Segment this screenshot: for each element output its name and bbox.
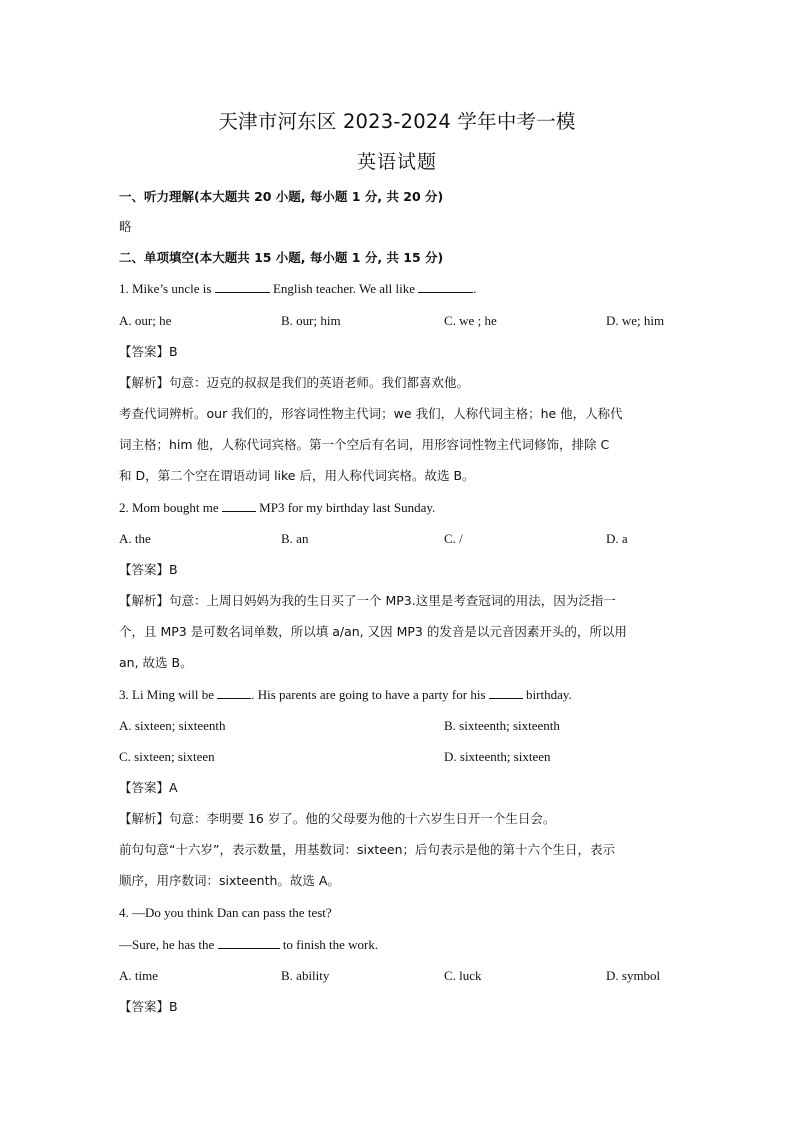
q1-option-d: D. we; him	[606, 313, 665, 328]
question-1-stem	[119, 280, 679, 298]
section1-note: 略	[119, 219, 132, 234]
q4-option-a: A. time	[119, 968, 158, 983]
q2-option-a: A. the	[119, 531, 151, 546]
q2-option-b: B. an	[281, 531, 309, 546]
q3-analysis-line: 顺序，用序数词：sixteenth。故选 A。	[119, 873, 340, 888]
question-4-stem-line-1: 4. —Do you think Dan can pass the test?	[119, 905, 332, 920]
q1-option-a: A. our; he	[119, 313, 172, 328]
q1-stem-part-b: English teacher. We all like	[272, 281, 415, 296]
section2-heading: 二、单项填空(本大题共 15 小题, 每小题 1 分, 共 15 分)	[119, 250, 444, 265]
q4-blank	[218, 936, 280, 949]
q1-blank-2	[418, 280, 473, 293]
q1-stem-part-c: .	[473, 281, 477, 296]
q1-answer: 【答案】B	[119, 344, 178, 359]
q1-analysis-line: 【解析】句意：迈克的叔叔是我们的英语老师。我们都喜欢他。	[119, 375, 470, 390]
q3-analysis-line: 【解析】句意：李明要 16 岁了。他的父母要为他的十六岁生日开一个生日会。	[119, 811, 556, 826]
q3-stem-part-c: birthday.	[526, 687, 572, 702]
q3-option-d: D. sixteenth; sixteen	[444, 749, 551, 764]
q1-option-c: C. we ; he	[444, 313, 497, 328]
q2-answer: 【答案】B	[119, 562, 178, 577]
q4-stem-part-a: —Sure, he has the	[119, 937, 215, 952]
q2-stem-part-a: 2. Mom bought me	[119, 500, 219, 515]
q3-option-b: B. sixteenth; sixteenth	[444, 718, 560, 733]
q1-analysis-line: 词主格；him 他，人称代词宾格。第一个空后有名词，用形容词性物主代词修饰，排除 C	[119, 437, 610, 452]
exam-title: 天津市河东区 2023-2024 学年中考一模	[218, 110, 576, 133]
q1-analysis-line: 和 D，第二个空在谓语动词 like 后，用人称代词宾格。故选 B。	[119, 468, 475, 483]
q3-analysis-line: 前句句意“十六岁”，表示数量，用基数词：sixteen；后句表示是他的第十六个生日，表示	[119, 842, 616, 857]
q4-option-c: C. luck	[444, 968, 482, 983]
q3-blank-2	[489, 686, 523, 699]
q2-option-c: C. /	[444, 531, 463, 546]
q2-stem-part-b: MP3 for my birthday last Sunday.	[259, 500, 436, 515]
q3-answer: 【答案】A	[119, 780, 178, 795]
q3-stem-part-a: 3. Li Ming will be	[119, 687, 214, 702]
q2-analysis-line: an, 故选 B。	[119, 655, 193, 670]
q2-analysis-line: 【解析】句意：上周日妈妈为我的生日买了一个 MP3.这里是考查冠词的用法，因为泛指一	[119, 593, 616, 608]
question-2-stem	[119, 499, 679, 517]
q1-option-b: B. our; him	[281, 313, 341, 328]
q3-stem-part-b: . His parents are going to have a party for his	[251, 687, 486, 702]
q1-blank-1	[215, 280, 270, 293]
q4-option-b: B. ability	[281, 968, 330, 983]
section1-heading: 一、听力理解(本大题共 20 小题, 每小题 1 分, 共 20 分)	[119, 189, 444, 204]
q2-blank	[222, 499, 256, 512]
q4-answer: 【答案】B	[119, 999, 178, 1014]
q3-blank-1	[217, 686, 251, 699]
exam-subtitle: 英语试题	[356, 151, 437, 173]
q4-option-d: D. symbol	[606, 968, 661, 983]
q4-stem-part-b: to finish the work.	[282, 937, 379, 952]
q1-analysis-line: 考查代词辨析。our 我们的，形容词性物主代词；we 我们，人称代词主格；he 他，人称代	[119, 406, 623, 421]
q3-option-c: C. sixteen; sixteen	[119, 749, 215, 764]
q2-analysis-line: 个，且 MP3 是可数名词单数，所以填 a/an, 又因 MP3 的发音是以元音因素开头的，所以用	[119, 624, 627, 639]
q3-option-a: A. sixteen; sixteenth	[119, 718, 226, 733]
question-3-stem	[119, 686, 679, 704]
q2-option-d: D. a	[606, 531, 628, 546]
q1-stem-part-a: 1. Mike’s uncle is	[119, 281, 212, 296]
question-4-stem-line-2	[119, 936, 679, 954]
